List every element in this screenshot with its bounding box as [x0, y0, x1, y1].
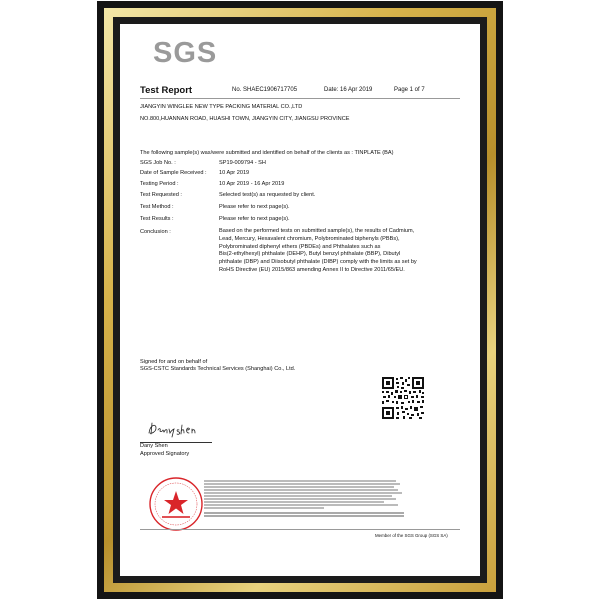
- header-divider: [140, 98, 460, 99]
- field-value: SP19-009794 - SH: [219, 160, 266, 166]
- conclusion-label: Conclusion :: [140, 229, 171, 235]
- field-label: Date of Sample Received :: [140, 170, 207, 176]
- report-number: No. SHAEC1906717705: [232, 87, 298, 93]
- field-label: Test Results :: [140, 216, 174, 222]
- field-label: SGS Job No. :: [140, 160, 176, 166]
- conclusion-line: Bis(2-ethylhexyl) phthalate (DEHP), Butyl benzyl phthalate (BBP), Dibutyl: [219, 251, 401, 258]
- field-value: Selected test(s) as requested by client.: [219, 192, 316, 198]
- signature-image: [146, 419, 206, 439]
- field-value: 10 Apr 2019 - 16 Apr 2019: [219, 181, 285, 187]
- field-label: Test Method :: [140, 204, 174, 210]
- conclusion-line: Based on the performed tests on submitted sample(s), the results of Cadmium,: [219, 228, 415, 234]
- conclusion-line: RoHS Directive (EU) 2015/863 amending Annex II to Directive 2011/65/EU.: [219, 266, 405, 273]
- qr-code: [381, 376, 425, 420]
- field-label: Test Requested :: [140, 192, 182, 198]
- field-value: Please refer to next page(s).: [219, 204, 290, 210]
- company-seal: [148, 476, 204, 532]
- conclusion-line: Polybrominated diphenyl ethers (PBDEs) and Phthalates such as: [219, 243, 381, 250]
- client-address: NO.800,HUANNAN ROAD, HUASHI TOWN, JIANGYIN CITY, JIANGSU PROVINCE: [140, 116, 350, 122]
- company-logo: SGS: [153, 37, 218, 69]
- field-value: 10 Apr 2019: [219, 170, 250, 176]
- signatory-name: Dany Shen: [140, 443, 168, 449]
- sgs-member-line: Member of the SGS Group (SGS SA): [375, 533, 448, 538]
- report-title: Test Report: [140, 85, 193, 96]
- field-label: Testing Period :: [140, 181, 179, 187]
- field-value: Please refer to next page(s).: [219, 216, 290, 222]
- signoff-line1: Signed for and on behalf of: [140, 359, 208, 365]
- conclusion-line: phthalate (DBP) and Diisobutyl phthalate (DIBP) comply with the limits as set by: [219, 259, 417, 266]
- terms-fine-print: [204, 479, 404, 527]
- report-date: Date: 16 Apr 2019: [324, 87, 373, 93]
- signoff-company: SGS-CSTC Standards Technical Services (Shanghai) Co., Ltd.: [140, 366, 296, 372]
- conclusion-text: [219, 228, 464, 275]
- conclusion-line: Lead, Mercury, Hexavalent chromium, Polybrominated biphenyls (PBBs),: [219, 235, 400, 242]
- page-number: Page 1 of 7: [394, 87, 425, 93]
- client-name: JIANGYIN WINGLEE NEW TYPE PACKING MATERIAL CO.,LTD: [140, 104, 303, 110]
- sample-intro: The following sample(s) was/were submitted and identified on behalf of the clients as : TINPLATE (BA): [140, 150, 394, 156]
- report-page: [120, 24, 480, 576]
- footer-divider: [140, 529, 460, 530]
- signatory-role: Approved Signatory: [140, 451, 190, 457]
